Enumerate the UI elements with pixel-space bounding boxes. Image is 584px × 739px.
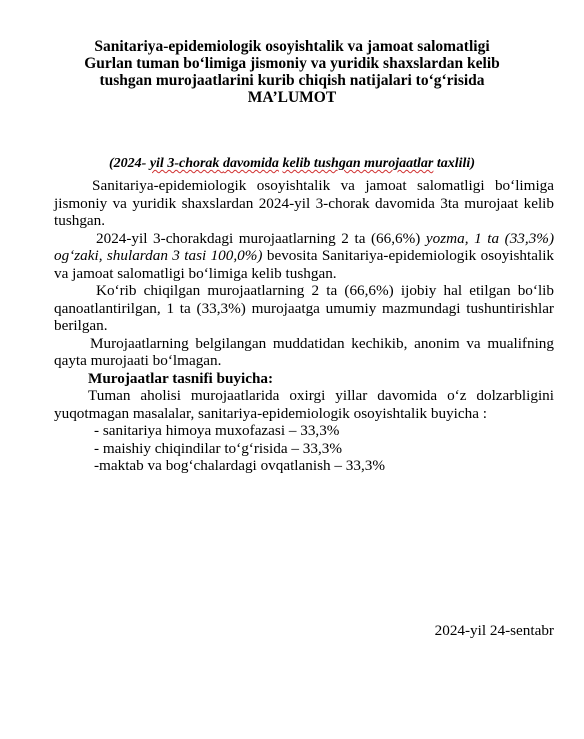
list-item: - maishiy chiqindilar to‘g‘risida – 33,3% [94,439,343,457]
paragraph-delays: Murojaatlarning belgilangan muddatidan kechikib, anonim va mualifning qayta murojaati bo‘lmagan. [54,334,554,369]
document-date: 2024-yil 24-sentabr [434,622,554,639]
classification-heading: Murojaatlar tasnifi buyicha: [88,369,274,387]
document-body [54,167,554,475]
title-line: Gurlan tuman bo‘limiga jismoniy va yuridik shaxslardan kelib [84,55,500,72]
subtitle-part: kelib tushgan murojaatlar [282,156,434,171]
paragraph-issues: Tuman aholisi murojaatlarida oxirgi yillar davomida o‘z dolzarbligini yuqotmagan masalalar, sanitariya-epidemiologik osoyishtalik buyicha : [54,387,554,422]
subtitle-part: davomida [222,156,279,171]
paragraph-statistics [54,230,554,283]
paragraph-statistics-italic: yozma, 1 ta (33,3%) og‘zaki, shulardan 3 tasi 100,0%) [54,229,554,264]
title-line: Sanitariya-epidemiologik osoyishtalik va jamoat salomatligi [94,38,490,55]
subtitle-part: taxlili) [433,156,475,171]
subtitle-part: (2024- [109,156,150,171]
paragraph-intro: Sanitariya-epidemiologik osoyishtalik va jamoat salomatligi bo‘limiga jismoniy va yuridik shaxslardan 2024-yil 3-chorak davomida 3ta murojaat kelib tushgan. [54,177,554,229]
paragraph-results: Ko‘rib chiqilgan murojaatlarning 2 ta (66,6%) ijobiy hal etilgan bo‘lib qanoatlantirilgan, 1 ta (33,3%) murojaatga umumiy mazmundagi tushuntirishlar berilgan. [54,282,554,334]
title-line: tushgan murojaatlarini kurib chiqish natijalari to‘g‘risida [99,72,485,89]
paragraph-statistics-tail: bevosita Sanitariya-epidemiologik osoyishtalik va jamoat salomatligi bo‘limiga kelib tushgan. [54,247,555,282]
subtitle-part: yil 3-chorak [149,156,223,171]
document-title [40,38,544,106]
paragraph-statistics-lead: 2024-yil 3-chorakdagi murojaatlarning 2 ta (66,6%) [96,229,426,247]
list-item: - sanitariya himoya muxofazasi – 33,3% [94,422,340,439]
list-item: -maktab va bog‘chalardagi ovqatlanish – 33,3% [94,457,386,474]
title-heading: MA’LUMOT [247,89,337,106]
